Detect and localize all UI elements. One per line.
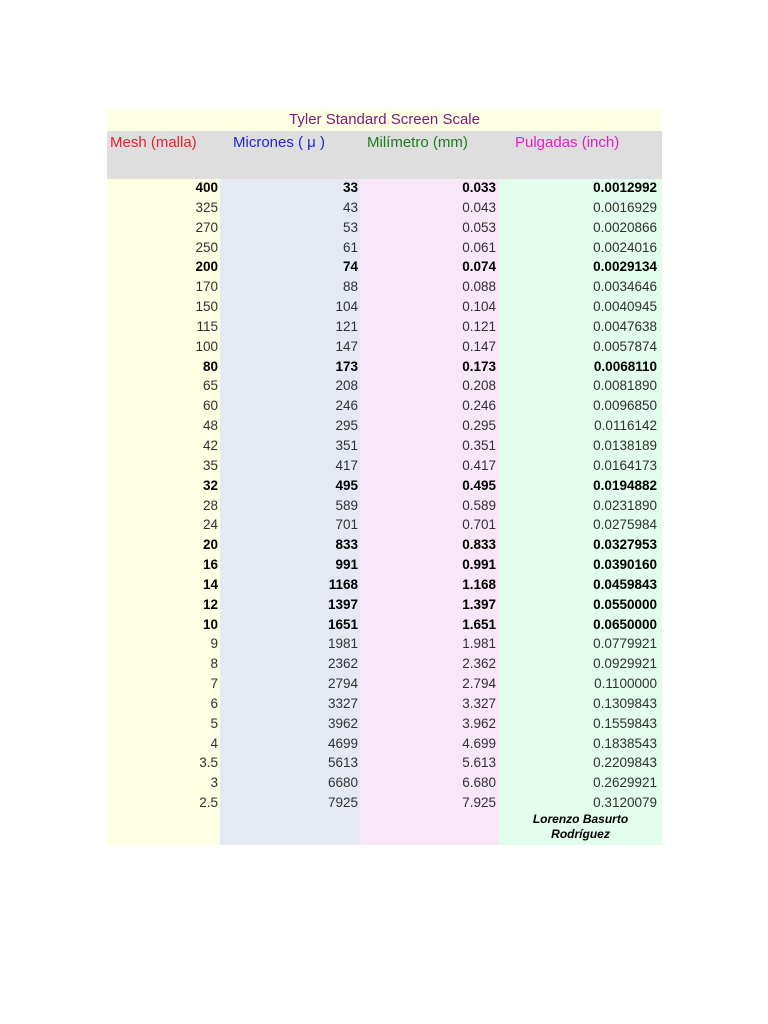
- mesh-cell: 16: [202, 557, 218, 573]
- mesh-cell: 35: [202, 457, 218, 473]
- table-body: [107, 178, 662, 813]
- mesh-cell: 8: [210, 656, 218, 672]
- inch-cell: 0.0929921: [593, 656, 657, 672]
- mm-cell: 0.121: [462, 318, 496, 334]
- table-row: [107, 178, 662, 198]
- inch-cell: 0.0016929: [593, 199, 657, 215]
- inch-cell: 0.0012992: [593, 180, 657, 195]
- microns-cell: 1651: [327, 616, 358, 632]
- mesh-cell: 6: [210, 695, 218, 711]
- mesh-cell: 32: [202, 477, 218, 493]
- microns-cell: 147: [335, 338, 358, 354]
- mesh-cell: 3.5: [199, 755, 218, 771]
- mesh-cell: 115: [196, 318, 218, 334]
- inch-cell: 0.0164173: [593, 457, 657, 473]
- inch-cell: 0.0275984: [593, 517, 657, 533]
- inch-cell: 0.0020866: [593, 219, 657, 235]
- table-row: [107, 416, 662, 436]
- table-row: [107, 218, 662, 238]
- mesh-cell: 60: [202, 398, 218, 414]
- mm-cell: 6.680: [462, 775, 496, 791]
- microns-cell: 1981: [327, 636, 358, 652]
- microns-cell: 104: [335, 299, 358, 315]
- mm-cell: 5.613: [462, 755, 496, 771]
- mm-cell: 0.295: [462, 418, 496, 434]
- mesh-cell: 4: [210, 735, 218, 751]
- table-row: [107, 674, 662, 694]
- inch-cell: 0.1309843: [593, 695, 657, 711]
- table-row: [107, 575, 662, 595]
- microns-cell: 495: [335, 477, 358, 493]
- microns-cell: 53: [342, 219, 358, 235]
- microns-cell: 43: [342, 199, 358, 215]
- inch-cell: 0.1559843: [593, 715, 657, 731]
- table-row: [107, 535, 662, 555]
- microns-cell: 1168: [328, 576, 358, 592]
- inch-cell: 0.1838543: [593, 735, 657, 751]
- inch-cell: 0.0116142: [594, 418, 657, 434]
- mm-cell: 1.168: [462, 576, 496, 592]
- header-microns: Micrones ( μ ): [233, 134, 325, 151]
- mm-cell: 1.651: [462, 616, 496, 632]
- mesh-cell: 10: [202, 616, 218, 632]
- microns-cell: 88: [342, 279, 358, 295]
- table-row: [107, 654, 662, 674]
- mm-cell: 3.962: [462, 715, 496, 731]
- inch-cell: 0.0081890: [593, 378, 657, 394]
- inch-cell: 0.3120079: [593, 795, 657, 811]
- inch-cell: 0.0231890: [593, 497, 657, 513]
- table-row: [107, 456, 662, 476]
- mm-cell: 0.147: [462, 338, 496, 354]
- mesh-cell: 5: [210, 715, 218, 731]
- table-row: [107, 753, 662, 773]
- table-row: [107, 297, 662, 317]
- microns-cell: 61: [342, 239, 358, 255]
- inch-cell: 0.1100000: [594, 676, 657, 692]
- inch-cell: 0.0650000: [593, 616, 657, 632]
- mm-cell: 0.104: [462, 299, 496, 315]
- table-row: [107, 238, 662, 258]
- author-credit: [499, 812, 662, 842]
- mesh-cell: 80: [202, 358, 218, 374]
- mesh-cell: 270: [195, 219, 218, 235]
- inch-cell: 0.0550000: [593, 596, 657, 612]
- table-row: [107, 595, 662, 615]
- table-row: [107, 773, 662, 793]
- inch-cell: 0.0096850: [593, 398, 657, 414]
- mm-cell: 0.173: [462, 358, 496, 374]
- table-row: [107, 714, 662, 734]
- inch-cell: 0.0034646: [593, 279, 657, 295]
- table-row: [107, 396, 662, 416]
- mesh-cell: 24: [202, 517, 218, 533]
- mesh-cell: 170: [195, 279, 218, 295]
- mm-cell: 0.991: [462, 557, 496, 573]
- mm-cell: 7.925: [462, 795, 496, 811]
- mesh-cell: 48: [202, 418, 218, 434]
- microns-cell: 4699: [327, 735, 358, 751]
- mm-cell: 1.981: [462, 636, 496, 652]
- inch-cell: 0.0779921: [593, 636, 657, 652]
- mesh-cell: 325: [195, 199, 218, 215]
- mm-cell: 3.327: [462, 695, 496, 711]
- microns-cell: 173: [335, 358, 358, 374]
- microns-cell: 7925: [327, 795, 358, 811]
- mm-cell: 0.495: [462, 477, 496, 493]
- mm-cell: 0.061: [462, 239, 496, 255]
- screen-scale-table: [107, 109, 662, 845]
- mm-cell: 1.397: [462, 596, 496, 612]
- mesh-cell: 28: [202, 497, 218, 513]
- table-row: [107, 277, 662, 297]
- table-row: [107, 376, 662, 396]
- table-row: [107, 694, 662, 714]
- table-title: Tyler Standard Screen Scale: [107, 109, 662, 131]
- microns-cell: 991: [335, 557, 358, 573]
- microns-cell: 1397: [327, 596, 358, 612]
- inch-cell: 0.0327953: [593, 537, 657, 553]
- author-name-line-1: Lorenzo Basurto: [532, 812, 629, 826]
- table-row: [107, 793, 662, 813]
- microns-cell: 208: [335, 378, 358, 394]
- mesh-cell: 9: [210, 636, 218, 652]
- mm-cell: 0.088: [462, 279, 496, 295]
- table-row: [107, 317, 662, 337]
- mesh-cell: 3: [210, 775, 218, 791]
- inch-cell: 0.0138189: [593, 437, 657, 453]
- inch-cell: 0.0047638: [593, 318, 657, 334]
- table-row: [107, 496, 662, 516]
- mesh-cell: 14: [202, 576, 218, 592]
- microns-cell: 2362: [327, 656, 358, 672]
- mesh-cell: 7: [210, 676, 218, 692]
- table-row: [107, 634, 662, 654]
- inch-cell: 0.0029134: [593, 259, 657, 275]
- table-row: [107, 476, 662, 496]
- microns-cell: 74: [342, 259, 358, 275]
- table-row: [107, 357, 662, 377]
- author-name-line-2: Rodríguez: [551, 827, 610, 841]
- mesh-cell: 150: [195, 299, 218, 315]
- mesh-cell: 100: [195, 338, 218, 354]
- inch-cell: 0.0068110: [593, 358, 657, 374]
- microns-cell: 5613: [327, 755, 358, 771]
- microns-cell: 6680: [327, 775, 358, 791]
- inch-cell: 0.0057874: [593, 338, 657, 354]
- mesh-cell: 2.5: [199, 795, 218, 811]
- mm-cell: 0.033: [462, 180, 496, 195]
- mesh-cell: 42: [202, 437, 218, 453]
- microns-cell: 3962: [327, 715, 358, 731]
- mm-cell: 0.417: [462, 457, 496, 473]
- microns-cell: 589: [335, 497, 358, 513]
- mm-cell: 2.794: [462, 676, 496, 692]
- mm-cell: 0.053: [462, 219, 496, 235]
- mesh-cell: 400: [195, 180, 218, 195]
- inch-cell: 0.0040945: [593, 299, 657, 315]
- table-row: [107, 615, 662, 635]
- microns-cell: 3327: [327, 695, 358, 711]
- mm-cell: 0.043: [462, 199, 496, 215]
- table-row: [107, 555, 662, 575]
- table-row: [107, 436, 662, 456]
- microns-cell: 701: [335, 517, 358, 533]
- mesh-cell: 20: [202, 537, 218, 553]
- inch-cell: 0.0459843: [593, 576, 657, 592]
- table-row: [107, 337, 662, 357]
- header-millimeter: Milímetro (mm): [367, 134, 468, 151]
- microns-cell: 121: [335, 318, 358, 334]
- mm-cell: 0.833: [462, 537, 496, 553]
- header-inch: Pulgadas (inch): [515, 134, 620, 151]
- inch-cell: 0.0194882: [593, 477, 657, 493]
- microns-cell: 33: [342, 180, 358, 195]
- mm-cell: 0.351: [462, 437, 496, 453]
- table-row: [107, 257, 662, 277]
- mm-cell: 2.362: [462, 656, 496, 672]
- microns-cell: 417: [335, 457, 358, 473]
- table-row: [107, 515, 662, 535]
- microns-cell: 351: [335, 437, 358, 453]
- inch-cell: 0.0024016: [593, 239, 657, 255]
- mesh-cell: 12: [202, 596, 218, 612]
- inch-cell: 0.2629921: [593, 775, 657, 791]
- mesh-cell: 65: [202, 378, 218, 394]
- microns-cell: 2794: [327, 676, 358, 692]
- mm-cell: 0.246: [462, 398, 496, 414]
- mm-cell: 0.701: [462, 517, 496, 533]
- inch-cell: 0.0390160: [593, 557, 657, 573]
- header-mesh: Mesh (malla): [110, 134, 197, 151]
- mm-cell: 0.208: [462, 378, 496, 394]
- inch-cell: 0.2209843: [593, 755, 657, 771]
- mm-cell: 4.699: [462, 735, 496, 751]
- mm-cell: 0.074: [462, 259, 496, 275]
- mesh-cell: 250: [195, 239, 218, 255]
- table-row: [107, 198, 662, 218]
- microns-cell: 833: [335, 537, 358, 553]
- microns-cell: 295: [335, 418, 358, 434]
- microns-cell: 246: [335, 398, 358, 414]
- table-row: [107, 734, 662, 754]
- mesh-cell: 200: [195, 259, 218, 275]
- mm-cell: 0.589: [462, 497, 496, 513]
